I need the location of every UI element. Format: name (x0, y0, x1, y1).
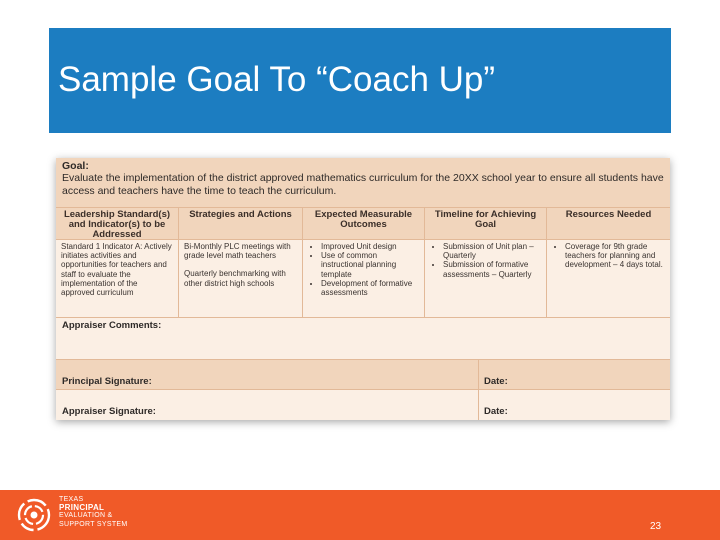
appraiser-signature-row (56, 389, 670, 420)
goal-table (56, 208, 670, 317)
column-body (179, 240, 302, 288)
slide-title: Sample Goal To “Coach Up” (58, 60, 496, 99)
strategy-text: Quarterly benchmarking with other district high schools (184, 269, 286, 288)
tpess-logo-text (59, 496, 128, 529)
column-body (303, 240, 424, 297)
strategy-text: Bi-Monthly PLC meetings with grade level math teachers (184, 242, 291, 261)
page-number: 23 (650, 521, 662, 532)
appraiser-comments-row (56, 317, 670, 359)
logo-line: EVALUATION & (59, 512, 113, 520)
column-timeline (425, 208, 547, 317)
title-banner (49, 28, 671, 133)
column-header: Timeline for Achieving Goal (425, 208, 546, 240)
column-strategies (179, 208, 303, 317)
footer-bar (0, 490, 720, 540)
column-resources (547, 208, 670, 317)
date-label: Date: (484, 376, 508, 387)
column-leadership-standards (56, 208, 179, 317)
column-body (547, 240, 670, 270)
appraiser-signature-label: Appraiser Signature: (56, 390, 479, 420)
list-item: • Submission of formative assessments – Quarterly (443, 260, 541, 278)
appraiser-comments-label: Appraiser Comments: (62, 320, 162, 331)
goal-form-image (56, 158, 670, 420)
tpess-logo-icon (16, 497, 52, 533)
column-body (425, 240, 546, 279)
list-item: • Improved Unit design (321, 242, 419, 251)
column-header: Expected Measurable Outcomes (303, 208, 424, 240)
logo-line: TEXAS (59, 496, 84, 503)
column-header: Leadership Standard(s) and Indicator(s) to be Addressed (56, 208, 178, 240)
column-body: Standard 1 Indicator A: Actively initiates activities and opportunities for teachers and staff to evaluate the implementation of the approved curriculum (61, 242, 172, 298)
logo-line: SUPPORT SYSTEM (59, 520, 128, 528)
list-item: • Submission of Unit plan – Quarterly (443, 242, 541, 260)
list-item: • Use of common instructional planning template (321, 251, 419, 279)
principal-signature-row (56, 359, 670, 389)
date-label: Date: (484, 406, 508, 417)
column-outcomes (303, 208, 425, 317)
goal-text: Evaluate the implementation of the district approved mathematics curriculum for the 20XX school year to ensure all students have access and teachers have the time to teach the curriculum. (62, 172, 664, 197)
goal-section (56, 158, 670, 208)
column-header: Resources Needed (547, 208, 670, 240)
logo-line: PRINCIPAL (59, 503, 105, 513)
goal-label: Goal: (62, 160, 89, 172)
list-item: • Development of formative assessments (321, 279, 419, 297)
principal-signature-label: Principal Signature: (56, 360, 479, 389)
column-header: Strategies and Actions (179, 208, 302, 240)
list-item: • Coverage for 9th grade teachers for planning and development – 4 days total. (565, 242, 665, 270)
